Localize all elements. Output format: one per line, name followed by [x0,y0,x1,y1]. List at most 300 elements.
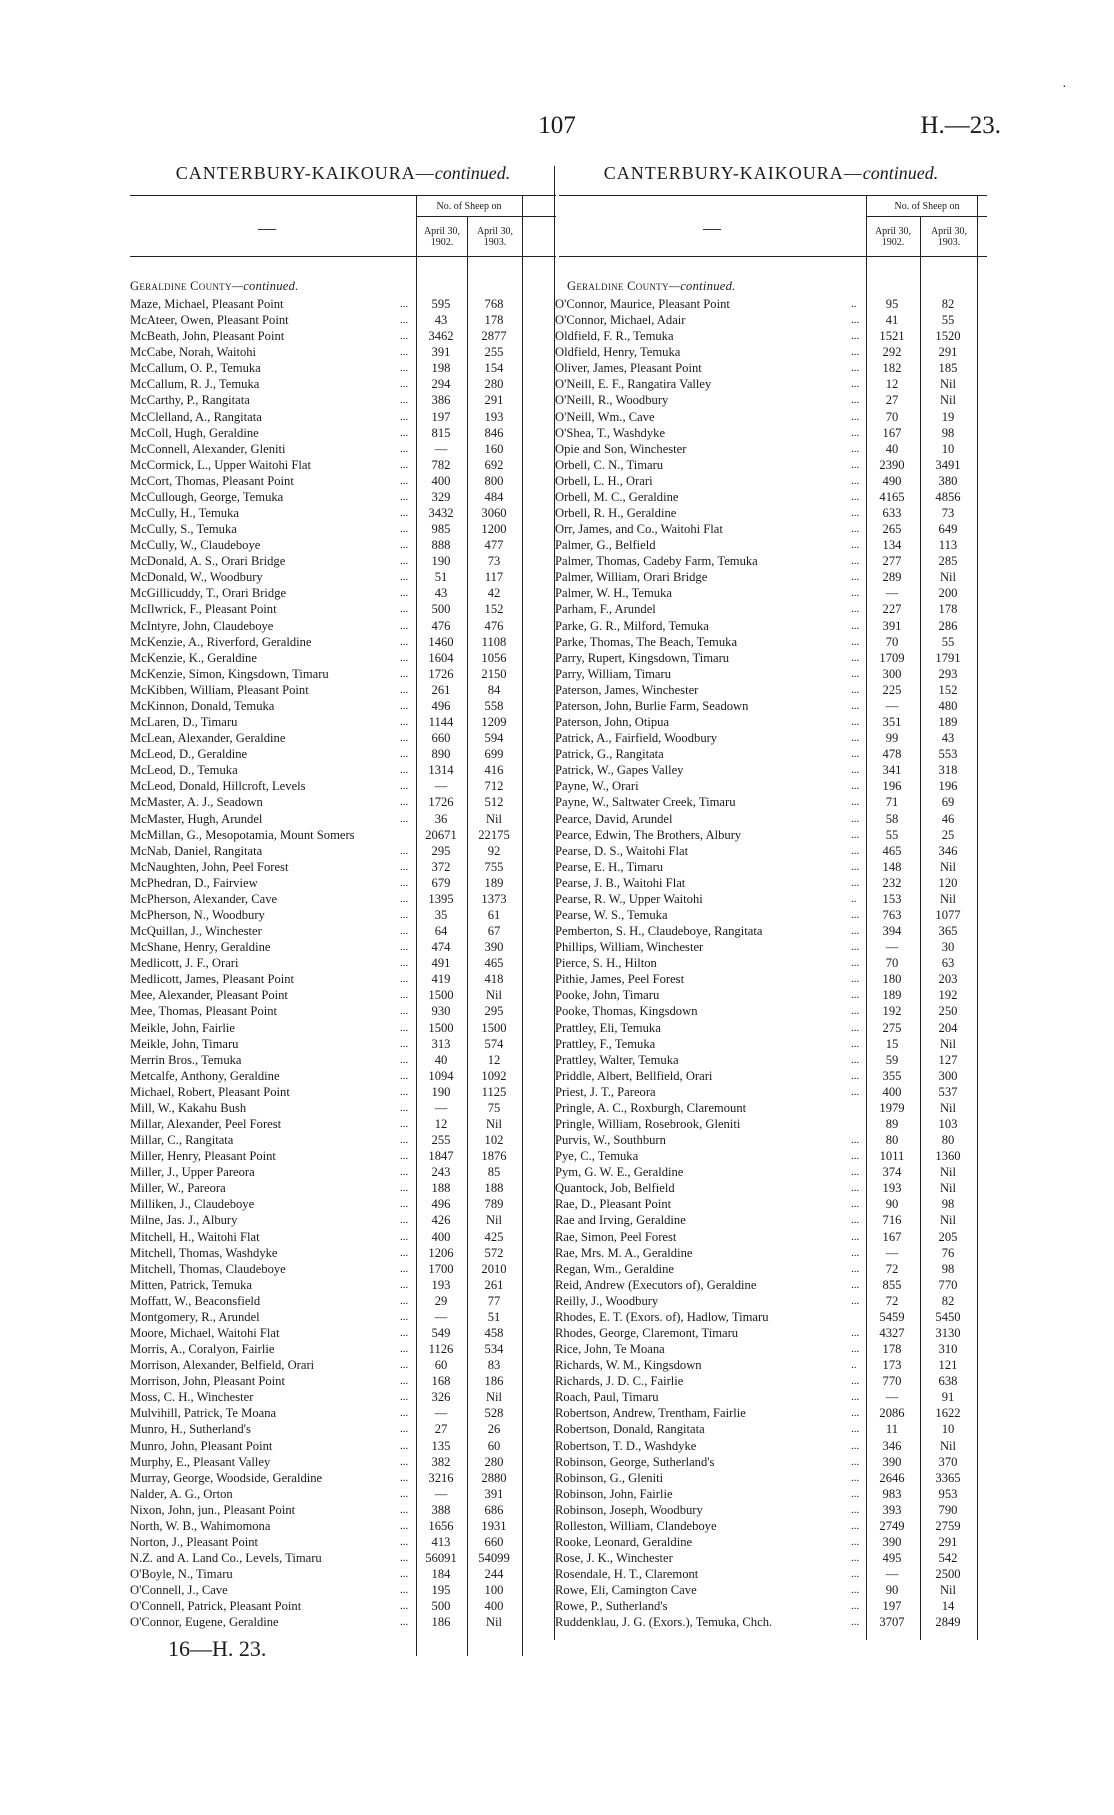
leader-dots: ... [400,844,409,857]
right-sheep-group-header: No. of Sheep on [894,201,960,212]
sheep-1903: 178 [938,602,958,617]
sheep-1902: 1206 [428,1245,454,1260]
sheep-1902: 763 [882,907,902,922]
leader-dots: ... [400,603,409,616]
leader-dots: ... [400,764,409,777]
sheep-1902: 595 [431,297,451,311]
sheep-1903: 4856 [935,489,961,504]
leader-dots: ... [851,748,860,761]
sheep-1903: 800 [484,473,504,488]
owner-name: Reilly, J., Woodbury [555,1293,659,1308]
leader-dots: ... [400,1069,409,1082]
table-row [555,939,987,955]
table-row [555,794,987,810]
left-header-bottom-rule [130,256,556,257]
owner-name: Patrick, W., Gapes Valley [555,763,684,778]
sheep-1903: 60 [487,1438,501,1453]
table-row [130,1068,556,1084]
table-row [555,746,987,762]
leader-dots: ... [851,683,860,696]
sheep-1903: 189 [938,715,958,730]
owner-name: McLeod, Donald, Hillcroft, Levels [130,779,306,794]
sheep-1902: 500 [431,1599,451,1614]
owner-name: Patrick, G., Rangitata [555,747,664,762]
table-row [555,955,987,971]
sheep-1903: 293 [938,666,958,681]
table-row [130,1325,556,1341]
leader-dots: ... [851,330,860,343]
sheep-1902: 72 [885,1293,899,1308]
sheep-1903: 92 [487,843,501,858]
table-row [130,392,556,408]
owner-name: Rosendale, H. T., Claremont [555,1567,699,1582]
leader-dots: ... [400,1166,409,1179]
sheep-1903: 1056 [481,650,507,665]
owner-name: O'Neill, R., Woodbury [555,393,669,408]
leader-dots: ... [851,860,860,873]
leader-dots: ... [400,410,409,423]
leader-dots: ... [400,1327,409,1339]
table-row [130,1277,556,1293]
table-row [130,1470,556,1486]
table-row [555,569,987,585]
leader-dots: ... [400,1214,409,1227]
owner-name: Oliver, James, Pleasant Point [555,361,702,376]
table-row [555,650,987,666]
owner-name: McNaughten, John, Peel Forest [130,859,289,874]
sheep-1902: 188 [431,1181,451,1196]
sheep-1902: 3707 [879,1615,905,1630]
leader-dots: ... [400,1616,409,1629]
table-row [555,1261,987,1277]
owner-name: Prattley, Eli, Temuka [555,1020,661,1035]
table-row [130,1357,556,1373]
table-row [555,907,987,923]
sheep-1902: 196 [882,779,902,794]
table-row [555,1148,987,1164]
sheep-1903: 188 [484,1181,504,1196]
leader-dots: ... [400,1262,409,1275]
right-header-mid-rule [867,216,987,217]
leader-dots: ... [851,523,860,536]
leader-dots: ... [851,426,860,439]
table-row [130,859,556,875]
owner-name: Prattley, Walter, Temuka [555,1052,679,1067]
sheep-1903: 458 [484,1326,504,1340]
sheep-1902: 888 [431,538,451,553]
sheep-1902: 12 [434,1116,448,1131]
leader-dots: ... [851,1246,860,1259]
sheep-1902: — [885,586,899,601]
owner-name: Mitten, Patrick, Temuka [130,1277,253,1292]
table-row [130,1614,556,1630]
table-row [555,1036,987,1052]
table-row [555,1068,987,1084]
sheep-1902: 180 [882,972,902,987]
sheep-1902: 478 [882,747,902,762]
leader-dots: ... [400,1310,409,1323]
sheep-1902: 855 [882,1277,902,1292]
owner-name: McKenzie, A., Riverford, Geraldine [130,634,312,649]
leader-dots: ... [851,828,860,841]
owner-name: Murray, George, Woodside, Geraldine [130,1470,323,1485]
leader-dots: ... [400,651,409,664]
owner-name: Prattley, F., Temuka [555,1036,656,1051]
sheep-1903: 10 [941,1422,955,1437]
table-row [555,1309,987,1325]
table-row [555,1534,987,1550]
right-col-1902-header: April 30, 1902. [874,226,912,248]
leader-dots: ... [400,860,409,873]
sheep-1903: 84 [487,682,501,697]
owner-name: Richards, J. D. C., Fairlie [555,1374,684,1389]
table-row [555,682,987,698]
leader-dots: ... [400,748,409,761]
leader-dots: ... [851,394,860,407]
sheep-1902: 40 [885,441,899,456]
table-row [555,891,987,907]
table-row [130,1116,556,1132]
sheep-1902: 374 [882,1165,902,1180]
leader-dots: ... [851,1278,860,1291]
sheep-1902: 20671 [425,827,457,842]
sheep-1903: 346 [938,843,958,858]
leader-dots: ... [851,1584,860,1597]
leader-dots: ... [400,1519,409,1532]
table-row [130,585,556,601]
table-row [555,1357,987,1373]
sheep-1902: 1979 [879,1100,905,1115]
table-row [555,762,987,778]
owner-name: Payne, W., Orari [555,779,639,794]
sheep-1902: — [434,1406,448,1421]
sheep-1903: 250 [938,1004,958,1019]
right-col-1903-header: April 30, 1903. [930,226,968,248]
sheep-1902: 27 [434,1422,448,1437]
left-name-header: — [258,218,276,238]
sheep-1903: 200 [938,586,958,601]
sheep-1902: 1726 [428,795,454,810]
table-row [130,1245,556,1261]
leader-dots: ... [400,1407,409,1420]
sheep-1903: 477 [484,538,504,553]
sheep-1903: 244 [484,1567,504,1582]
owner-name: Rae, Simon, Peel Forest [555,1229,677,1244]
owner-name: McQuillan, J., Winchester [130,924,262,939]
sheep-1903: 192 [938,988,958,1003]
table-row [130,618,556,634]
sheep-1903: 594 [484,731,504,746]
table-row [130,569,556,585]
leader-dots: ... [400,957,409,970]
table-row [130,698,556,714]
sheep-1903: 117 [484,570,504,585]
leader-dots: ... [400,1150,409,1163]
owner-name: Pringle, William, Rosebrook, Gleniti [555,1116,741,1131]
sheep-1903: 286 [938,618,958,633]
leader-dots: ... [400,1455,409,1468]
left-header-mid-rule [416,216,556,217]
sheep-1903: 484 [484,489,504,504]
sheep-1902: 72 [885,1261,899,1276]
table-row [130,1438,556,1454]
owner-name: O'Neill, Wm., Cave [555,409,655,424]
leader-dots: ... [400,1391,409,1404]
sheep-1903: 3060 [481,506,507,521]
table-row [130,328,556,344]
leader-dots: ... [400,667,409,680]
sheep-1902: 394 [882,924,902,939]
sheep-1903: 291 [938,1535,958,1550]
sheep-1902: 55 [885,827,899,842]
sheep-1903: 649 [938,522,958,537]
sheep-1902: 1604 [428,650,454,665]
owner-name: Norton, J., Pleasant Point [130,1535,259,1550]
sheep-1902: 43 [434,586,448,601]
leader-dots: ... [851,1214,860,1227]
sheep-1902: 43 [434,313,448,328]
leader-dots: ... [400,1117,409,1130]
sheep-1902: 679 [431,875,451,890]
table-row [555,328,987,344]
owner-name: N.Z. and A. Land Co., Levels, Timaru [130,1551,322,1566]
owner-name: O'Connor, Eugene, Geraldine [130,1615,279,1630]
sheep-1903: 98 [941,425,955,440]
owner-name: Pringle, A. C., Roxburgh, Claremount [555,1100,747,1115]
sheep-1903: 103 [938,1116,958,1131]
table-row [555,698,987,714]
owner-name: McKenzie, Simon, Kingsdown, Timaru [130,666,329,681]
table-row [130,553,556,569]
sheep-1903: Nil [939,1100,957,1115]
leader-dots: ... [851,474,860,487]
sheep-1902: 2749 [879,1518,905,1533]
owner-name: Pearse, D. S., Waitohi Flat [555,843,689,858]
owner-name: McCort, Thomas, Pleasant Point [130,473,294,488]
leader-dots: ... [400,362,409,375]
table-row [555,489,987,505]
table-row [130,891,556,907]
sheep-1903: 51 [487,1309,501,1324]
table-row [130,1020,556,1036]
right-rows [555,296,987,1630]
sheep-1902: 190 [431,554,451,569]
table-row [130,714,556,730]
sheep-1902: 390 [882,1454,902,1469]
owner-name: McMaster, Hugh, Arundel [130,811,263,826]
table-row [555,521,987,537]
table-row [555,296,987,312]
sheep-1903: 400 [484,1599,504,1614]
table-row [555,409,987,425]
leader-dots: ... [400,1053,409,1066]
owner-name: Maze, Michael, Pleasant Point [130,297,284,311]
sheep-1902: — [885,1245,899,1260]
sheep-1902: 90 [885,1197,899,1212]
sheep-1903: 1373 [481,891,507,906]
table-row [130,1100,556,1116]
sheep-1903: 291 [938,345,958,360]
leader-dots: ... [400,1037,409,1050]
table-row [555,714,987,730]
leader-dots: ... [851,555,860,568]
owner-name: Pemberton, S. H., Claudeboye, Rangitata [555,924,763,939]
table-row [130,762,556,778]
sheep-1903: 1520 [935,329,961,344]
owner-name: Morris, A., Coralyon, Fairlie [130,1342,275,1357]
table-row [130,794,556,810]
leader-dots: ... [851,716,860,729]
owner-name: Medlicott, James, Pleasant Point [130,972,295,987]
sheep-1902: 496 [431,698,451,713]
owner-name: Robinson, John, Fairlie [555,1486,673,1501]
sheep-1903: Nil [939,377,957,392]
sheep-1903: 692 [484,457,504,472]
sheep-1902: 329 [431,489,451,504]
leader-dots: ... [400,330,409,343]
owner-name: Pearse, E. H., Timaru [555,859,664,874]
sheep-1903: 553 [938,747,958,762]
owner-name: McPherson, Alexander, Cave [130,891,278,906]
sheep-1903: 1360 [935,1149,961,1164]
table-row [555,1100,987,1116]
owner-name: Moss, C. H., Winchester [130,1390,254,1405]
table-row [555,457,987,473]
table-row [555,1470,987,1486]
leader-dots: ... [400,1536,409,1549]
sheep-1902: 71 [885,795,899,810]
sheep-1903: 85 [487,1165,501,1180]
table-row [555,585,987,601]
sheep-1902: 2086 [879,1406,905,1421]
sheep-1903: 291 [484,393,504,408]
sheep-1903: Nil [939,859,957,874]
table-row [555,1582,987,1598]
sheep-1902: 225 [882,682,902,697]
leader-dots: ... [400,941,409,954]
sheep-1903: 73 [487,554,501,569]
leader-dots: ... [400,892,409,905]
sheep-1903: 528 [484,1406,504,1421]
table-row [130,1229,556,1245]
sheep-1902: 261 [431,682,451,697]
sheep-1902: 400 [882,1084,902,1099]
leader-dots: ... [400,587,409,600]
leader-dots: ... [851,941,860,954]
leader-dots: ... [851,1262,860,1275]
owner-name: Miller, W., Pareora [130,1181,226,1196]
sheep-1903: 638 [938,1374,958,1389]
sheep-1902: 265 [882,522,902,537]
leader-dots: ... [400,458,409,471]
sheep-1903: 121 [938,1358,958,1373]
owner-name: Rowe, P., Sutherland's [555,1599,668,1614]
sheep-1902: 1709 [879,650,905,665]
sheep-1902: 135 [431,1438,451,1453]
leader-dots: ... [851,1150,860,1163]
leader-dots: ... [851,1423,860,1436]
leader-dots: ... [400,1584,409,1597]
table-row [555,923,987,939]
table-row [130,505,556,521]
leader-dots: ... [400,1134,409,1147]
leader-dots: ... [400,442,409,455]
sheep-1903: 1791 [935,650,961,665]
leader-dots: ... [400,1359,409,1372]
owner-name: Robertson, Donald, Rangitata [555,1422,705,1437]
table-row [130,1373,556,1389]
owner-name: Orbell, L. H., Orari [555,473,653,488]
leader-dots: ... [400,314,409,327]
sheep-1902: 12 [885,377,899,392]
leader-dots: ... [400,683,409,696]
owner-name: McAteer, Owen, Pleasant Point [130,313,289,328]
leader-dots: ... [851,587,860,600]
sheep-1903: 61 [487,907,501,922]
owner-name: Pooke, Thomas, Kingsdown [555,1004,698,1019]
owner-name: Orr, James, and Co., Waitohi Flat [555,522,723,537]
leader-dots: ... [400,1471,409,1484]
owner-name: Rolleston, William, Clandeboye [555,1518,717,1533]
table-row [555,827,987,843]
sheep-1902: 1460 [428,634,454,649]
table-row [555,601,987,617]
sheep-1902: 930 [431,1004,451,1019]
table-row [555,1389,987,1405]
table-row [130,811,556,827]
table-row [130,1309,556,1325]
owner-name: Metcalfe, Anthony, Geraldine [130,1068,280,1083]
table-row [555,505,987,521]
sheep-1902: 346 [882,1438,902,1453]
leader-dots: ... [851,1455,860,1468]
table-row [555,859,987,875]
table-row [130,875,556,891]
leader-dots: ... [400,619,409,632]
table-row [130,746,556,762]
sheep-1902: — [885,1390,899,1405]
leader-dots: ... [851,1343,860,1356]
leader-dots: ... [851,1166,860,1179]
leader-dots: ... [400,1568,409,1581]
leader-dots: ... [851,699,860,712]
owner-name: Pierce, S. H., Hilton [555,956,657,971]
table-row [130,666,556,682]
owner-name: Quantock, Job, Belfield [555,1181,675,1196]
table-row [555,1212,987,1228]
leader-dots: ... [851,490,860,503]
sheep-1903: 790 [938,1502,958,1517]
leader-dots: ... [400,1278,409,1291]
table-row [130,1502,556,1518]
leader-dots: ... [400,635,409,648]
owner-name: Paterson, James, Winchester [555,682,699,697]
table-row [555,553,987,569]
table-row [130,682,556,698]
sheep-1902: 197 [431,409,451,424]
owner-name: O'Connell, Patrick, Pleasant Point [130,1599,302,1614]
table-row [555,778,987,794]
sheep-1903: 120 [938,875,958,890]
table-row [130,457,556,473]
leader-dots: ... [851,1391,860,1404]
sheep-1902: 890 [431,747,451,762]
left-rows [130,296,556,1630]
sheep-1903: Nil [939,1036,957,1051]
sheep-1903: 55 [941,634,955,649]
leader-dots: ... [851,1198,860,1211]
owner-name: Nalder, A. G., Orton [130,1486,233,1501]
